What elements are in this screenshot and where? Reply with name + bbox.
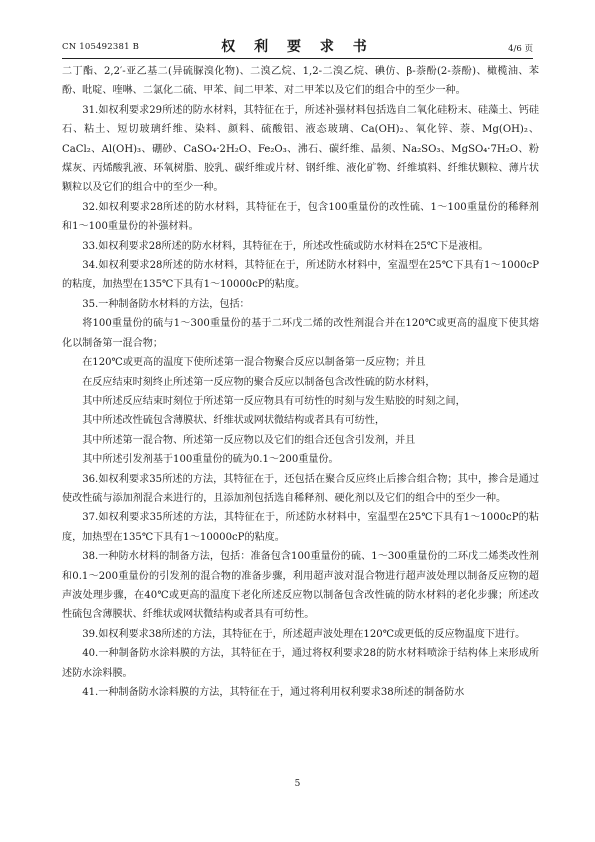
claim-35-step-polymerize: 在120℃或更高的温度下使所述第一混合物聚合反应以制备第一反应物；并且 (82, 357, 426, 369)
claims-body (62, 62, 539, 702)
claim-35-condition-amount: 其中所述引发剂基于100重量份的硫为0.1～200重量份。 (82, 454, 339, 466)
claim-31: 31.如权利要求29所述的防水材料，其特征在于，所述补强材料包括选自二氧化硅粉末、硅藻土、钙硅石、粘土、短切玻璃纤维、染料、颜料、硫酸铝、液态玻璃、Ca(OH)₂、氧化锌、萘、Mg(OH)₂、CaCl₂、Al(OH)₃、硼砂、CaSO₄·2H₂O、Fe₂O₃、沸石、碳纤维、晶须、Na₂SO₃、MgSO₄·7H₂O、粉煤灰、丙烯酸乳液、环氧树脂、胶乳、碳纤维或片材、钢纤维、液化矿物、纤维填料、纤维状颗粒、薄片状颗粒以及它们的组合中的至少一种。 (62, 104, 539, 194)
patent-number: CN 105492381 B (62, 42, 140, 52)
page-indicator: 4/6 页 (508, 44, 533, 54)
claim-continuation: 二丁酯、2,2′-亚乙基二(异硫脲溴化物)、二溴乙烷、1,2-二溴乙烷、碘仿、β-萘酚(2-萘酚)、橄榄油、苯酚、吡啶、喹啉、二氯化二硫、甲苯、间二甲苯、对二甲苯以及它们的组合中的至少一种。 (62, 66, 539, 97)
claim-38: 38.一种防水材料的制备方法，包括：准备包含100重量份的硫、1～300重量份的二环戊二烯类改性剂和0.1～200重量份的引发剂的混合物的准备步骤，利用超声波对混合物进行超声波处理以制备反应物的超声波处理步骤，在40℃或更高的温度下老化所述反应物以制备包含改性硫的防水材料的老化步骤；所述改性硫包含薄膜状、纤维状或网状微结构或者具有可纺性。 (62, 551, 539, 621)
claim-36: 36.如权利要求35所述的方法，其特征在于，还包括在聚合反应终止后掺合组合物；其中，掺合是通过使改性硫与添加剂混合来进行的，且添加剂包括选自稀释剂、硬化剂以及它们的组合中的至少一种。 (62, 473, 539, 504)
claim-34: 34.如权利要求28所述的防水材料，其特征在于，所述防水材料中，室温型在25℃下具有1～1000cP的粘度，加热型在135℃下具有1～10000cP的粘度。 (62, 260, 539, 291)
claim-37: 37.如权利要求35所述的方法，其特征在于，所述防水材料中，室温型在25℃下具有1～1000cP的粘度，加热型在135℃下具有1～10000cP的粘度。 (62, 512, 539, 543)
claim-35-condition-time: 其中所述反应结束时刻位于所述第一反应物具有可纺性的时刻与发生贴胶的时刻之间， (82, 395, 466, 407)
claim-39: 39.如权利要求38所述的方法，其特征在于，所述超声波处理在120℃或更低的反应物温度下进行。 (82, 628, 526, 640)
document-title: 权 利 要 求 书 (221, 39, 374, 55)
header-divider (62, 58, 533, 59)
claim-41: 41.一种制备防水涂料膜的方法，其特征在于，通过将利用权利要求38所述的制备防水 (82, 687, 465, 698)
page-number: 5 (294, 779, 301, 789)
claim-35-step-terminate: 在反应结束时刻终止所述第一反应物的聚合反应以制备包含改性硫的防水材料， (82, 376, 436, 388)
claim-35-condition-structure: 其中所述改性硫包含薄膜状、纤维状或网状微结构或者具有可纺性， (82, 415, 385, 427)
claim-35: 35.一种制备防水材料的方法，包括： (82, 298, 250, 310)
claim-40: 40.一种制备防水涂料膜的方法，其特征在于，通过将权利要求28的防水材料喷涂于结构体上来形成所述防水涂料膜。 (62, 648, 539, 679)
claim-33: 33.如权利要求28所述的防水材料，其特征在于，所述改性硫或防水材料在25℃下是液相。 (82, 240, 489, 252)
page-header (62, 36, 533, 58)
claim-35-condition-initiator: 其中所述第一混合物、所述第一反应物以及它们的组合还包含引发剂，并且 (82, 434, 416, 446)
claim-35-step-mix: 将100重量份的硫与1～300重量份的基于二环戊二烯的改性剂混合并在120℃或更高的温度下使其熔化以制备第一混合物； (62, 318, 539, 349)
claim-32: 32.如权利要求28所述的防水材料，其特征在于，包含100重量份的改性硫、1～100重量份的稀释剂和1～100重量份的补强材料。 (62, 201, 539, 233)
